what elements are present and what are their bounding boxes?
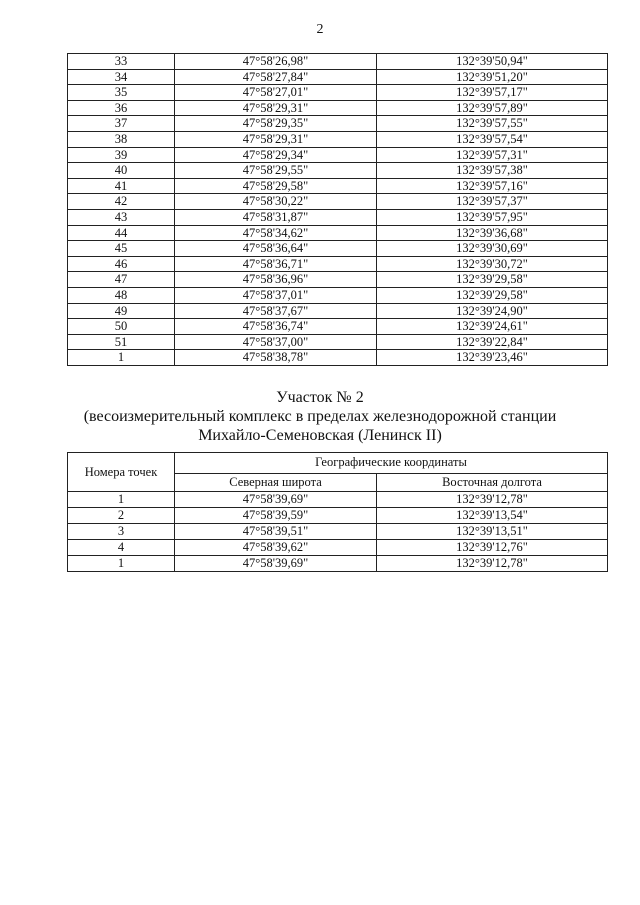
longitude-cell: 132°39'57,31" (377, 147, 608, 163)
table-row (68, 287, 608, 303)
point-number-cell: 1 (68, 556, 175, 572)
latitude-cell: 47°58'36,96" (175, 272, 377, 288)
longitude-cell: 132°39'23,46" (377, 350, 608, 366)
point-number-cell: 50 (68, 319, 175, 335)
header-point-numbers: Номера точек (68, 453, 175, 492)
point-number-cell: 39 (68, 147, 175, 163)
longitude-cell: 132°39'30,72" (377, 256, 608, 272)
table-row (68, 540, 608, 556)
point-number-cell: 42 (68, 194, 175, 210)
longitude-cell: 132°39'24,61" (377, 319, 608, 335)
longitude-cell: 132°39'29,58" (377, 287, 608, 303)
longitude-cell: 132°39'22,84" (377, 334, 608, 350)
point-number-cell: 43 (68, 209, 175, 225)
latitude-cell: 47°58'37,01" (175, 287, 377, 303)
longitude-cell: 132°39'12,78" (377, 556, 608, 572)
longitude-cell: 132°39'51,20" (377, 69, 608, 85)
latitude-cell: 47°58'36,71" (175, 256, 377, 272)
point-number-cell: 38 (68, 131, 175, 147)
longitude-cell: 132°39'29,58" (377, 272, 608, 288)
table-row (68, 194, 608, 210)
table-row (68, 131, 608, 147)
table-row (68, 334, 608, 350)
header-geo-coordinates: Географические координаты (175, 453, 608, 474)
point-number-cell: 49 (68, 303, 175, 319)
table-row (68, 100, 608, 116)
table-row (68, 85, 608, 101)
latitude-cell: 47°58'29,58" (175, 178, 377, 194)
table-row (68, 508, 608, 524)
point-number-cell: 46 (68, 256, 175, 272)
longitude-cell: 132°39'57,16" (377, 178, 608, 194)
latitude-cell: 47°58'39,69" (175, 492, 377, 508)
latitude-cell: 47°58'36,64" (175, 241, 377, 257)
point-number-cell: 3 (68, 524, 175, 540)
header-east-longitude: Восточная долгота (377, 473, 608, 491)
point-number-cell: 37 (68, 116, 175, 132)
longitude-cell: 132°39'57,89" (377, 100, 608, 116)
point-number-cell: 41 (68, 178, 175, 194)
point-number-cell: 33 (68, 54, 175, 70)
table-row (68, 272, 608, 288)
latitude-cell: 47°58'39,51" (175, 524, 377, 540)
point-number-cell: 47 (68, 272, 175, 288)
latitude-cell: 47°58'29,35" (175, 116, 377, 132)
point-number-cell: 44 (68, 225, 175, 241)
table-row (68, 178, 608, 194)
point-number-cell: 2 (68, 508, 175, 524)
longitude-cell: 132°39'12,78" (377, 492, 608, 508)
longitude-cell: 132°39'13,54" (377, 508, 608, 524)
latitude-cell: 47°58'27,84" (175, 69, 377, 85)
section-2-heading (0, 388, 640, 445)
latitude-cell: 47°58'36,74" (175, 319, 377, 335)
longitude-cell: 132°39'24,90" (377, 303, 608, 319)
table-row (68, 225, 608, 241)
section-title: Участок № 2 (276, 389, 364, 406)
latitude-cell: 47°58'29,31" (175, 131, 377, 147)
point-number-cell: 48 (68, 287, 175, 303)
header-north-latitude: Северная широта (175, 473, 377, 491)
point-number-cell: 35 (68, 85, 175, 101)
point-number-cell: 34 (68, 69, 175, 85)
table-row (68, 147, 608, 163)
latitude-cell: 47°58'27,01" (175, 85, 377, 101)
latitude-cell: 47°58'39,62" (175, 540, 377, 556)
latitude-cell: 47°58'39,59" (175, 508, 377, 524)
table-row (68, 209, 608, 225)
table-row (68, 556, 608, 572)
longitude-cell: 132°39'57,37" (377, 194, 608, 210)
longitude-cell: 132°39'50,94" (377, 54, 608, 70)
latitude-cell: 47°58'29,34" (175, 147, 377, 163)
coordinates-table-1 (67, 53, 608, 366)
table-row (68, 524, 608, 540)
table-row (68, 241, 608, 257)
longitude-cell: 132°39'30,69" (377, 241, 608, 257)
table-row (68, 163, 608, 179)
table-row (68, 256, 608, 272)
longitude-cell: 132°39'36,68" (377, 225, 608, 241)
table-row (68, 116, 608, 132)
latitude-cell: 47°58'31,87" (175, 209, 377, 225)
point-number-cell: 4 (68, 540, 175, 556)
longitude-cell: 132°39'57,17" (377, 85, 608, 101)
longitude-cell: 132°39'57,38" (377, 163, 608, 179)
table-row (68, 303, 608, 319)
page-number: 2 (316, 22, 324, 37)
table-row (68, 492, 608, 508)
latitude-cell: 47°58'37,67" (175, 303, 377, 319)
point-number-cell: 51 (68, 334, 175, 350)
point-number-cell: 40 (68, 163, 175, 179)
latitude-cell: 47°58'39,69" (175, 556, 377, 572)
point-number-cell: 36 (68, 100, 175, 116)
coordinates-table-2 (67, 452, 608, 572)
point-number-cell: 45 (68, 241, 175, 257)
latitude-cell: 47°58'34,62" (175, 225, 377, 241)
table-row (68, 319, 608, 335)
latitude-cell: 47°58'37,00" (175, 334, 377, 350)
section-subtitle-line1: (весоизмерительный комплекс в пределах железнодорожной станции (83, 408, 557, 425)
latitude-cell: 47°58'29,55" (175, 163, 377, 179)
latitude-cell: 47°58'26,98" (175, 54, 377, 70)
longitude-cell: 132°39'12,76" (377, 540, 608, 556)
longitude-cell: 132°39'57,54" (377, 131, 608, 147)
latitude-cell: 47°58'29,31" (175, 100, 377, 116)
latitude-cell: 47°58'38,78" (175, 350, 377, 366)
table-row (68, 350, 608, 366)
longitude-cell: 132°39'57,95" (377, 209, 608, 225)
latitude-cell: 47°58'30,22" (175, 194, 377, 210)
table-row (68, 54, 608, 70)
point-number-cell: 1 (68, 350, 175, 366)
table-row (68, 69, 608, 85)
section-subtitle-line2: Михайло-Семеновская (Ленинск II) (198, 427, 442, 444)
longitude-cell: 132°39'57,55" (377, 116, 608, 132)
longitude-cell: 132°39'13,51" (377, 524, 608, 540)
point-number-cell: 1 (68, 492, 175, 508)
